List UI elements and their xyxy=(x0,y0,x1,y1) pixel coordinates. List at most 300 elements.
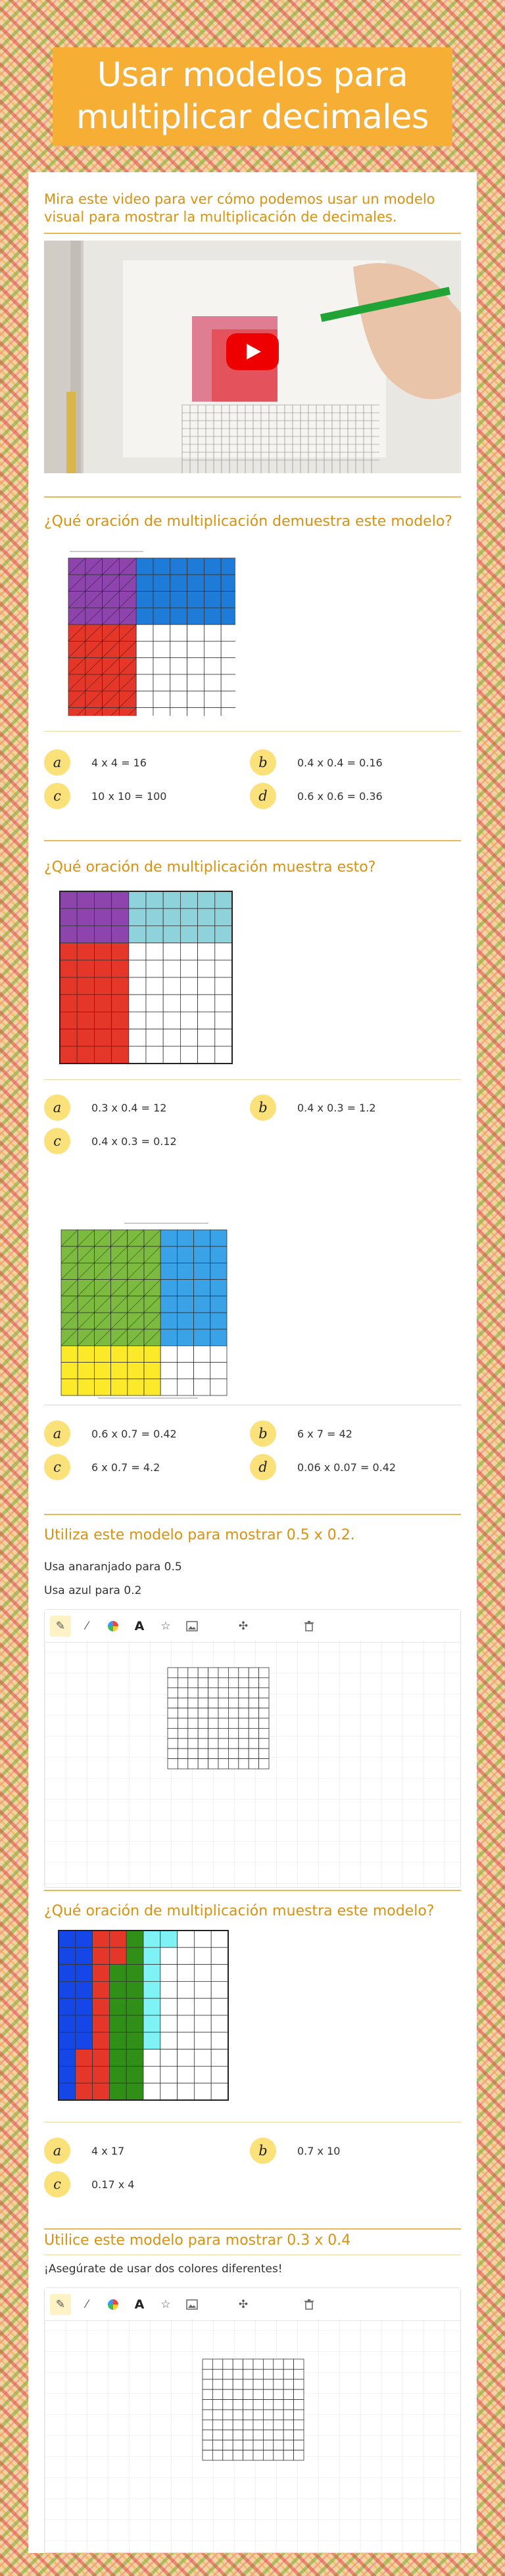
grid-cell xyxy=(294,2400,304,2410)
grid-cell xyxy=(294,2420,304,2429)
image-icon[interactable] xyxy=(181,1616,203,1637)
image-icon[interactable] xyxy=(181,2294,203,2315)
grid-cell xyxy=(187,574,204,591)
grid-cell xyxy=(109,2049,126,2067)
trash-icon[interactable] xyxy=(299,1616,320,1637)
grid-cell xyxy=(136,592,153,608)
grid-cell xyxy=(212,2450,222,2460)
grid-cell xyxy=(239,1718,249,1728)
grid-cell xyxy=(233,2369,243,2379)
grid-cell xyxy=(259,1688,269,1698)
grid-cell xyxy=(170,558,187,574)
grid-cell xyxy=(93,1948,110,1965)
star-glyph: ☆ xyxy=(160,1620,171,1633)
grid-cell xyxy=(194,2015,211,2032)
grid-cell xyxy=(243,2410,253,2420)
grid-cell xyxy=(198,1728,208,1738)
grid-cell xyxy=(221,641,235,657)
grid-cell xyxy=(228,1739,238,1748)
grid-cell xyxy=(198,1029,215,1046)
q1-option-b[interactable] xyxy=(250,749,383,776)
text-icon[interactable] xyxy=(129,1616,150,1637)
grid-cell xyxy=(194,2049,211,2067)
grid-cell xyxy=(210,1296,227,1313)
grid-cell xyxy=(239,1677,249,1687)
grid-cell xyxy=(204,708,221,716)
text-icon[interactable] xyxy=(129,2294,150,2315)
grid-cell xyxy=(168,1688,178,1698)
pencil-icon[interactable] xyxy=(50,1616,71,1637)
grid-cell xyxy=(215,960,232,977)
q3-option-b[interactable] xyxy=(250,1420,352,1447)
video-player[interactable] xyxy=(44,241,461,473)
grid-cell xyxy=(239,1759,249,1769)
grid-cell xyxy=(239,1708,249,1718)
drawing-toolbar xyxy=(45,2288,460,2321)
grid-cell xyxy=(283,2440,293,2450)
grid-cell xyxy=(204,691,221,707)
grid-cell xyxy=(198,995,215,1012)
grid-cell xyxy=(249,1677,258,1687)
grid-cell xyxy=(163,1012,180,1029)
q4-option-a[interactable] xyxy=(44,2138,124,2164)
color-picker-icon[interactable] xyxy=(103,2294,124,2315)
grid-cell xyxy=(61,1346,78,1362)
grid-cell xyxy=(215,891,232,908)
grid-cell xyxy=(143,1931,160,1948)
grid-cell xyxy=(126,2015,143,2032)
grid-cell xyxy=(59,2049,76,2067)
grid-cell xyxy=(221,674,235,691)
grid-cell xyxy=(198,1748,208,1758)
grid-cell xyxy=(78,1363,94,1379)
grid-cell xyxy=(160,1931,178,1948)
grid-cell xyxy=(126,2083,143,2100)
grid-cell xyxy=(249,1739,258,1748)
grid-cell xyxy=(203,2450,212,2460)
grid-cell xyxy=(153,691,170,707)
grid-cell xyxy=(60,1012,77,1029)
highlighter-glyph: ⁄ xyxy=(85,1620,88,1633)
grid-cell xyxy=(178,2083,195,2100)
grid-cell xyxy=(221,558,235,574)
grid-cell xyxy=(259,1708,269,1718)
grid-cell xyxy=(253,2450,263,2460)
move-icon[interactable] xyxy=(233,2294,254,2315)
grid-cell xyxy=(163,1046,180,1064)
grid-cell xyxy=(177,1379,193,1395)
grid-cell xyxy=(144,1379,160,1395)
grid-cell xyxy=(221,608,235,624)
grid-cell xyxy=(215,1029,232,1046)
grid-cell xyxy=(94,1363,110,1379)
grid-cell xyxy=(218,1708,228,1718)
q1-option-a[interactable] xyxy=(44,749,147,776)
grid-cell xyxy=(178,1708,187,1718)
grid-cell xyxy=(187,708,204,716)
grid-cell xyxy=(94,908,111,925)
grid-cell xyxy=(212,2440,222,2450)
grid-cell xyxy=(218,1698,228,1708)
intro-text: Mira este video para ver cómo podemos usar un modelo visual para mostrar la multiplicación de decimales. xyxy=(44,191,435,225)
grid-cell xyxy=(198,1046,215,1064)
text-glyph: A xyxy=(134,1619,145,1633)
grid-cell xyxy=(177,1280,193,1296)
grid-cell xyxy=(153,558,170,574)
grid-cell xyxy=(188,1688,198,1698)
option-letter-badge: d xyxy=(250,1454,276,1480)
grid-cell xyxy=(249,1748,258,1758)
grid-cell xyxy=(210,1263,227,1279)
grid-cell xyxy=(283,2430,293,2440)
grid-cell xyxy=(253,2389,263,2399)
pencil-glyph: ✎ xyxy=(55,1620,66,1633)
q3-option-c[interactable] xyxy=(44,1454,160,1480)
grid-cell xyxy=(194,1263,210,1279)
grid-cell xyxy=(126,1998,143,2015)
grid-cell xyxy=(59,1965,76,1982)
drawing-1-instruction-blue: Usa azul para 0.2 xyxy=(44,1584,142,1597)
grid-cell xyxy=(146,908,163,925)
grid-cell xyxy=(77,960,94,977)
grid-cell xyxy=(210,1230,227,1246)
grid-cell xyxy=(283,2369,293,2379)
grid-cell xyxy=(263,2389,273,2399)
option-text: 0.06 x 0.07 = 0.42 xyxy=(297,1461,397,1474)
grid-cell xyxy=(203,2420,212,2429)
grid-cell xyxy=(233,2389,243,2399)
image-glyph xyxy=(186,1621,198,1631)
grid-cell xyxy=(59,2083,76,2100)
trash-glyph xyxy=(304,2299,314,2310)
grid-cell xyxy=(160,2066,178,2083)
option-letter-badge: d xyxy=(250,783,276,809)
grid-cell xyxy=(109,1998,126,2015)
title-banner xyxy=(53,47,452,146)
grid-cell xyxy=(204,624,221,641)
option-letter-badge: c xyxy=(44,2171,70,2197)
grid-cell xyxy=(177,1263,193,1279)
grid-cell xyxy=(212,2359,222,2369)
grid-cell xyxy=(233,2420,243,2429)
grid-cell xyxy=(136,574,153,591)
grid-cell xyxy=(143,1981,160,1998)
star-icon[interactable] xyxy=(155,1616,176,1637)
grid-cell xyxy=(187,608,204,624)
drawing-canvas-2[interactable] xyxy=(44,2287,461,2553)
grid-cell xyxy=(170,608,187,624)
grid-cell xyxy=(146,977,163,995)
grid-cell xyxy=(77,1012,94,1029)
grid-cell xyxy=(60,1046,77,1064)
grid-cell xyxy=(168,1718,178,1728)
grid-cell xyxy=(218,1739,228,1748)
grid-cell xyxy=(146,1012,163,1029)
grid-cell xyxy=(112,960,129,977)
drawing-toolbar xyxy=(45,1610,460,1643)
grid-cell xyxy=(218,1668,228,1677)
grid-cell xyxy=(211,2032,228,2049)
grid-cell xyxy=(212,2430,222,2440)
grid-cell xyxy=(233,2359,243,2369)
decimal-model-q4 xyxy=(55,1924,232,2121)
grid-cell xyxy=(143,1998,160,2015)
grid-cell xyxy=(198,1718,208,1728)
grid-cell xyxy=(274,2369,283,2379)
grid-cell xyxy=(163,908,180,925)
grid-cell xyxy=(259,1759,269,1769)
option-letter-badge: b xyxy=(250,749,276,776)
grid-cell xyxy=(180,1029,197,1046)
grid-cell xyxy=(194,1948,211,1965)
star-icon[interactable] xyxy=(155,2294,176,2315)
grid-cell xyxy=(194,1280,210,1296)
grid-cell xyxy=(60,977,77,995)
grid-cell xyxy=(146,1029,163,1046)
grid-cell xyxy=(274,2389,283,2399)
option-letter-badge: a xyxy=(44,749,70,776)
grid-cell xyxy=(60,960,77,977)
page-title: Usar modelos para multiplicar decimales xyxy=(76,56,429,137)
q1-option-c[interactable] xyxy=(44,783,166,809)
grid-cell xyxy=(178,2049,195,2067)
grid-cell xyxy=(153,592,170,608)
drawing-canvas-1[interactable] xyxy=(44,1609,461,1888)
grid-cell xyxy=(160,2015,178,2032)
grid-cell xyxy=(263,2450,273,2460)
grid-cell xyxy=(160,1280,177,1296)
grid-cell xyxy=(233,2410,243,2420)
grid-cell xyxy=(198,977,215,995)
grid-cell xyxy=(77,995,94,1012)
grid-cell xyxy=(77,1046,94,1064)
grid-cell xyxy=(180,891,197,908)
grid-cell xyxy=(274,2440,283,2450)
grid-cell xyxy=(198,960,215,977)
grid-cell xyxy=(194,1379,210,1395)
drawing-1-title: Utiliza este modelo para mostrar 0.5 x 0.2. xyxy=(44,1527,355,1543)
divider xyxy=(44,496,461,498)
grid-cell xyxy=(126,1965,143,1982)
move-icon[interactable] xyxy=(233,1616,254,1637)
grid-cell xyxy=(109,2015,126,2032)
grid-cell xyxy=(228,1698,238,1708)
grid-cell xyxy=(263,2410,273,2420)
grid-cell xyxy=(259,1748,269,1758)
q3-option-d[interactable] xyxy=(250,1454,396,1480)
decimal-model-q3 xyxy=(59,1204,229,1401)
grid-cell xyxy=(188,1677,198,1687)
trash-icon[interactable] xyxy=(299,2294,320,2315)
q4-option-b[interactable] xyxy=(250,2138,340,2164)
grid-cell xyxy=(194,2066,211,2083)
grid-cell xyxy=(177,1230,193,1246)
grid-cell xyxy=(198,1708,208,1718)
grid-cell xyxy=(223,2430,233,2440)
grid-cell xyxy=(223,2389,233,2399)
grid-cell xyxy=(153,574,170,591)
grid-cell xyxy=(223,2450,233,2460)
move-glyph: ✣ xyxy=(238,2298,249,2311)
q2-option-c[interactable] xyxy=(44,1128,177,1154)
move-glyph: ✣ xyxy=(238,1620,249,1633)
option-text: 6 x 7 = 42 xyxy=(297,1427,352,1440)
grid-cell xyxy=(76,2032,93,2049)
pencil-icon[interactable] xyxy=(50,2294,71,2315)
grid-cell xyxy=(136,641,153,657)
grid-cell xyxy=(203,2369,212,2379)
highlighter-icon[interactable] xyxy=(76,1616,97,1637)
grid-cell xyxy=(188,1739,198,1748)
grid-cell xyxy=(160,2083,178,2100)
grid-cell xyxy=(228,1668,238,1677)
grid-cell xyxy=(76,2015,93,2032)
grid-cell xyxy=(208,1739,218,1748)
grid-cell xyxy=(93,1998,110,2015)
grid-cell xyxy=(153,658,170,674)
grid-cell xyxy=(210,1329,227,1346)
grid-cell xyxy=(239,1728,249,1738)
grid-cell xyxy=(136,674,153,691)
option-text: 0.17 x 4 xyxy=(91,2178,135,2191)
grid-cell xyxy=(94,960,111,977)
grid-cell xyxy=(239,1668,249,1677)
grid-cell xyxy=(94,1029,111,1046)
grid-cell xyxy=(94,925,111,943)
grid-cell xyxy=(223,2420,233,2429)
grid-cell xyxy=(233,2379,243,2389)
grid-cell xyxy=(143,1965,160,1982)
grid-cell xyxy=(180,995,197,1012)
grid-cell xyxy=(210,1363,227,1379)
grid-cell xyxy=(263,2379,273,2389)
grid-cell xyxy=(129,1046,146,1064)
grid-cell xyxy=(112,908,129,925)
grid-cell xyxy=(253,2420,263,2429)
grid-cell xyxy=(294,2410,304,2420)
grid-cell xyxy=(59,2066,76,2083)
grid-cell xyxy=(170,708,187,716)
grid-cell xyxy=(204,658,221,674)
option-letter-badge: a xyxy=(44,1094,70,1121)
grid-cell xyxy=(129,925,146,943)
grid-cell xyxy=(228,1688,238,1698)
grid-cell xyxy=(77,925,94,943)
trash-glyph xyxy=(304,1621,314,1631)
grid-cell xyxy=(144,1363,160,1379)
grid-cell xyxy=(194,1313,210,1329)
grid-cell xyxy=(294,2440,304,2450)
grid-cell xyxy=(180,943,197,960)
grid-cell xyxy=(77,943,94,960)
grid-cell xyxy=(177,1296,193,1313)
grid-cell xyxy=(194,1965,211,1982)
option-text: 4 x 17 xyxy=(91,2144,125,2157)
q3-option-a[interactable] xyxy=(44,1420,177,1447)
q1-option-d[interactable] xyxy=(250,783,383,809)
grid-cell xyxy=(111,1346,128,1362)
grid-cell xyxy=(77,891,94,908)
grid-cell xyxy=(78,1379,94,1395)
grid-cell xyxy=(112,977,129,995)
grid-cell xyxy=(194,1346,210,1362)
grid-cell xyxy=(218,1759,228,1769)
grid-cell xyxy=(215,977,232,995)
grid-cell xyxy=(228,1748,238,1758)
q2-option-b[interactable] xyxy=(250,1094,376,1121)
grid-cell xyxy=(198,1668,208,1677)
grid-cell xyxy=(243,2450,253,2460)
grid-cell xyxy=(112,1029,129,1046)
grid-cell xyxy=(228,1759,238,1769)
grid-cell xyxy=(223,2400,233,2410)
grid-cell xyxy=(163,977,180,995)
grid-cell xyxy=(228,1708,238,1718)
grid-cell xyxy=(218,1748,228,1758)
grid-cell xyxy=(136,608,153,624)
grid-cell xyxy=(211,1981,228,1998)
grid-cell xyxy=(294,2379,304,2389)
grid-cell xyxy=(274,2400,283,2410)
grid-cell xyxy=(128,1363,144,1379)
grid-cell xyxy=(136,558,153,574)
play-icon[interactable] xyxy=(226,333,279,370)
grid-cell xyxy=(93,2083,110,2100)
decimal-model-q2 xyxy=(52,883,236,1069)
grid-cell xyxy=(221,574,235,591)
grid-cell xyxy=(60,908,77,925)
highlighter-icon[interactable] xyxy=(76,2294,97,2315)
option-letter-badge: c xyxy=(44,783,70,809)
q4-option-c[interactable] xyxy=(44,2171,134,2197)
q2-option-a[interactable] xyxy=(44,1094,166,1121)
color-picker-icon[interactable] xyxy=(103,1616,124,1637)
grid-cell xyxy=(126,1981,143,1998)
grid-cell xyxy=(93,1981,110,1998)
decimal-model-q1 xyxy=(58,545,235,716)
grid-cell xyxy=(243,2400,253,2410)
blank-hundred-grid xyxy=(201,2358,306,2463)
grid-cell xyxy=(194,1329,210,1346)
grid-cell xyxy=(263,2430,273,2440)
grid-cell xyxy=(112,995,129,1012)
grid-cell xyxy=(178,1948,195,1965)
grid-cell xyxy=(243,2369,253,2379)
grid-cell xyxy=(221,624,235,641)
grid-cell xyxy=(68,708,85,716)
grid-cell xyxy=(210,1313,227,1329)
question-4-title: ¿Qué oración de multiplicación muestra este modelo? xyxy=(44,1903,435,1919)
grid-cell xyxy=(215,1012,232,1029)
grid-cell xyxy=(109,2083,126,2100)
drawing-2-instruction: ¡Asegúrate de usar dos colores diferentes! xyxy=(44,2262,283,2276)
grid-cell xyxy=(109,2032,126,2049)
option-text: 0.6 x 0.6 = 0.36 xyxy=(297,789,383,803)
grid-cell xyxy=(203,2389,212,2399)
grid-cell xyxy=(160,1981,178,1998)
grid-cell xyxy=(112,943,129,960)
grid-cell xyxy=(294,2369,304,2379)
grid-cell xyxy=(253,2430,263,2440)
grid-cell xyxy=(178,1931,195,1948)
grid-cell xyxy=(178,1981,195,1998)
grid-cell xyxy=(59,1998,76,2015)
grid-cell xyxy=(187,691,204,707)
grid-cell xyxy=(263,2440,273,2450)
grid-cell xyxy=(211,2083,228,2100)
option-letter-badge: a xyxy=(44,1420,70,1447)
grid-cell xyxy=(78,1346,94,1362)
